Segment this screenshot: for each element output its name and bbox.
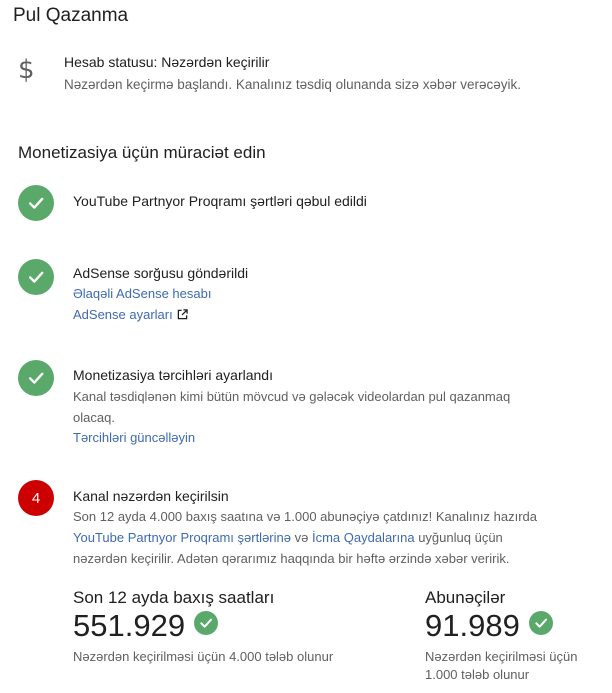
step-title: AdSense sorğusu göndərildi (73, 265, 249, 281)
linked-adsense-account-link[interactable]: Əlaqəli AdSense hesabı (73, 286, 212, 301)
subscribers-metric (425, 588, 577, 684)
metric-label: Son 12 ayda baxış saatları (73, 588, 275, 607)
metric-value: 91.989 (425, 608, 520, 643)
metric-label: Abunəçilər (425, 588, 506, 607)
page-title: Pul Qazanma (13, 5, 129, 26)
step-number-badge: 4 (18, 480, 54, 516)
check-icon (194, 611, 218, 635)
step-description: Son 12 ayda 4.000 baxış saatına və 1.000 abunəçiyə çatdınız! Kanalınız hazırda YouTube Partnyor Proqramı şərtlərinə və İcma Qaydalarına uyğunluq üçün nəzərdən keçirilir. Adətən qərarımız haqqında bir həftə ərzində xəbər veririk. (73, 509, 537, 566)
check-icon (18, 185, 54, 221)
external-link-icon (177, 309, 188, 320)
adsense-settings-label[interactable]: AdSense ayarları (73, 307, 173, 322)
check-icon (18, 360, 54, 396)
update-preferences-link[interactable]: Tərcihləri güncəlləyin (73, 430, 196, 445)
ypp-terms-link[interactable]: YouTube Partnyor Proqramı şərtlərinə (73, 530, 291, 545)
step-title: YouTube Partnyor Proqramı şərtləri qəbul edildi (73, 193, 367, 209)
section-title: Monetizasiya üçün müraciət edin (18, 143, 266, 162)
metric-requirement: Nəzərdən keçirilməsi üçün 1.000 tələb olunur (425, 649, 578, 682)
step-description: Kanal təsdiqlənən kimi bütün mövcud və gələcək videolardan pul qazanmaq olacaq. (73, 389, 511, 425)
watch-hours-metric (73, 588, 333, 666)
check-icon (18, 259, 54, 295)
account-status-title: Hesab statusu: Nəzərdən keçirilir (64, 54, 270, 70)
dollar-icon: $ (18, 55, 35, 85)
community-guidelines-link[interactable]: İcma Qaydalarına (311, 530, 415, 545)
step-title: Monetizasiya tərcihləri ayarlandı (73, 367, 273, 383)
metric-value: 551.929 (73, 608, 186, 643)
account-status-description: Nəzərdən keçirmə başlandı. Kanalınız təsdiq olunanda sizə xəbər verəcəyik. (64, 77, 522, 92)
adsense-settings-link[interactable] (73, 307, 188, 322)
check-icon (529, 611, 553, 635)
step-title: Kanal nəzərdən keçirilsin (73, 488, 229, 504)
metric-requirement: Nəzərdən keçirilməsi üçün 4.000 tələb olunur (73, 649, 334, 664)
